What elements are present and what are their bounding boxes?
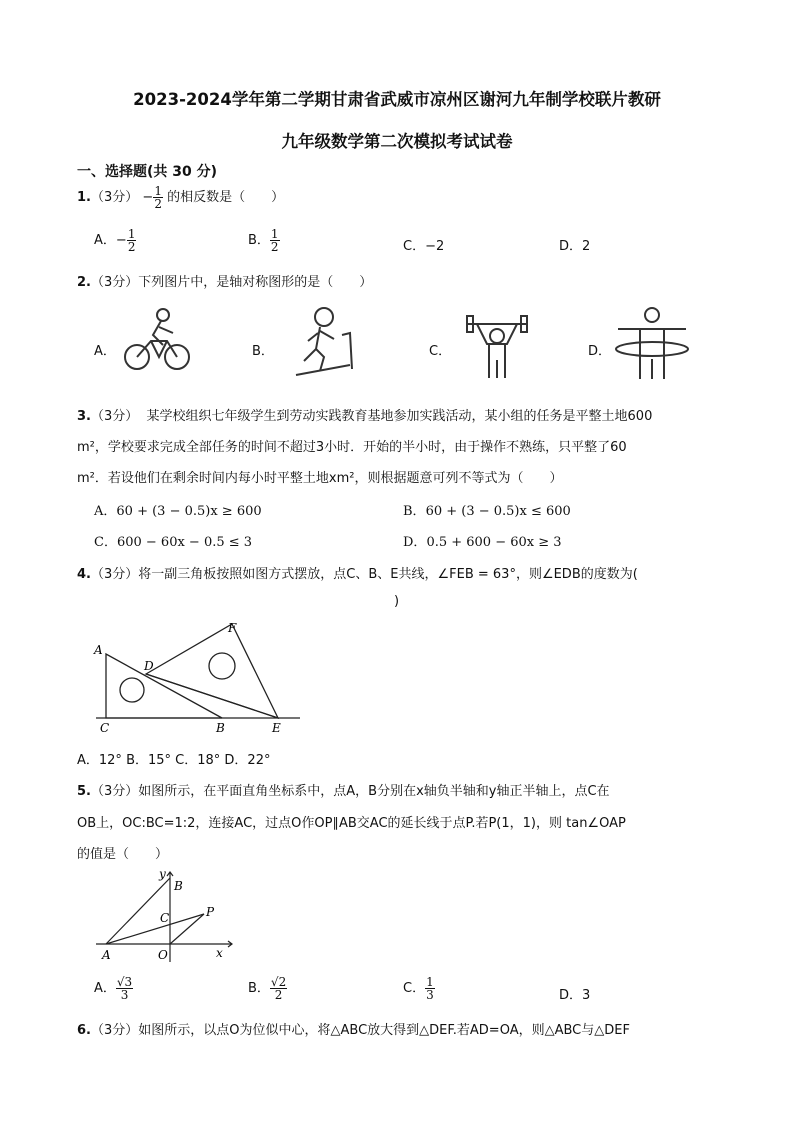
label-c: C [160, 911, 170, 925]
label-b: B [216, 721, 225, 735]
minus-sign: − [142, 190, 154, 205]
option-c[interactable]: C．600 − 60x − 0.5 ≤ 3 [94, 535, 253, 550]
option-c[interactable]: C． [429, 344, 452, 359]
cyclist-icon [123, 305, 193, 375]
question-3-line3: m²．若设他们在剩余时间内每小时平整土地xm²，则根据题意可列不等式为（ ） [77, 471, 563, 486]
label-d: D [144, 659, 154, 673]
label-p: P [206, 905, 215, 919]
question-5-line2: OB上，OC:BC=1:2，连接AC，过点O作OP∥AB交AC的延长线于点P.若P(1，1)，则 tan∠OAP [77, 816, 626, 831]
weightlifter-icon [463, 310, 531, 382]
option-d[interactable]: D．0.5 + 600 − 60x ≥ 3 [403, 535, 562, 550]
question-5: 5.（3分）如图所示，在平面直角坐标系中，点A，B分别在x轴负半轴和y轴正半轴上，点C在 [77, 784, 610, 799]
option-c[interactable]: C．−2 [403, 239, 445, 254]
option-d[interactable]: D． [588, 344, 612, 359]
question-6: 6.（3分）如图所示，以点O为位似中心，将△ABC放大得到△DEF.若AD=OA，则△ABC与△DEF [77, 1023, 630, 1038]
page-title: 2023-2024学年第二学期甘肃省武威市凉州区谢河九年制学校联片教研 [133, 90, 661, 109]
question-4: 4.（3分）将一副三角板按照如图方式摆放，点C、B、E共线，∠FEB = 63°，则∠EDB的度数为( [77, 567, 638, 582]
option-a[interactable]: A． [94, 344, 116, 359]
label-c: C [100, 721, 110, 735]
option-a[interactable]: A．60 + (3 − 0.5)x ≥ 600 [94, 504, 262, 519]
question-text: 的相反数是（ ） [167, 190, 285, 205]
label-b: B [174, 879, 183, 893]
label-a: A [102, 948, 111, 962]
label-x: x [216, 946, 223, 960]
hula-hoop-icon [612, 305, 692, 383]
fraction: $\frac{1}{2}$ [154, 184, 162, 211]
option-a[interactable]: A． $\frac{√3}{3}$ [94, 975, 133, 1002]
question-number: 1. [77, 190, 91, 205]
option-c[interactable]: C． $\frac{1}{3}$ [403, 975, 434, 1002]
coordinate-figure [92, 866, 242, 966]
question-5-line3: 的值是（ ） [77, 847, 169, 862]
option-b[interactable]: B．60 + (3 − 0.5)x ≤ 600 [403, 504, 571, 519]
triangle-rulers-figure [90, 618, 310, 738]
label-o: O [158, 948, 168, 962]
label-a: A [94, 643, 103, 657]
option-b[interactable]: B． $\frac{1}{2}$ [248, 227, 279, 254]
option-b[interactable]: B． $\frac{√2}{2}$ [248, 975, 287, 1002]
option-a[interactable]: A．− $\frac{1}{2}$ [94, 227, 136, 254]
label-y: y [159, 867, 166, 881]
question-1 [77, 185, 284, 210]
question-score: （3分） [90, 190, 139, 205]
option-d[interactable]: D．3 [559, 988, 591, 1003]
label-e: E [272, 721, 281, 735]
question-4-line2: ) [394, 594, 400, 609]
option-b[interactable]: B． [252, 344, 274, 359]
page-subtitle: 九年级数学第二次模拟考试试卷 [281, 132, 513, 151]
option-d[interactable]: D．2 [559, 239, 591, 254]
question-3-line2: m²，学校要求完成全部任务的时间不超过3小时．开始的半小时，由于操作不熟练，只平整了60 [77, 440, 627, 455]
question-3: 3.（3分） 某学校组织七年级学生到劳动实践教育基地参加实践活动，某小组的任务是平整土地600 [77, 409, 653, 424]
question-4-answers[interactable]: A．12° B．15° C．18° D．22° [77, 753, 271, 768]
label-f: F [228, 621, 237, 635]
section-heading: 一、选择题(共 30 分) [77, 164, 218, 180]
treadmill-runner-icon [290, 305, 360, 381]
question-2: 2.（3分）下列图片中，是轴对称图形的是（ ） [77, 275, 373, 290]
